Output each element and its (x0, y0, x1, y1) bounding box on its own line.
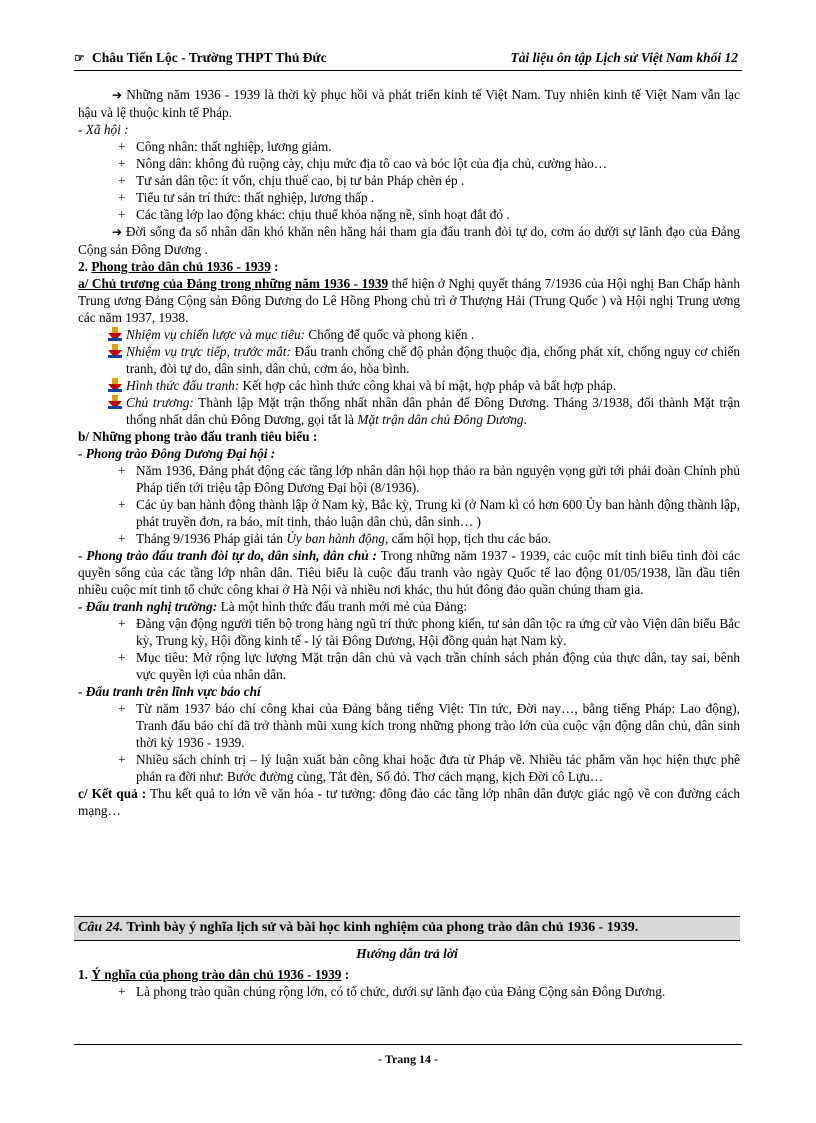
answer-guide-heading: Hướng dẫn trả lời (356, 946, 458, 961)
page-header (74, 48, 742, 71)
section-2b1-list (78, 462, 740, 547)
answer-content (78, 966, 740, 1000)
list-item: Chủ trương: Thành lập Mặt trận thống nhất nhân dân phản đế Đông Dương. Tháng 3/1938, đổi thành Mặt trận thống nhất dân chủ Đông Dương, gọi tắt là Mặt trận dân chủ Đông Dương. (78, 394, 740, 428)
list-item: Nhiệm vụ chiến lược và mục tiêu: Chống đế quốc và phong kiến . (78, 326, 740, 343)
section-2b3-paragraph: - Đấu tranh nghị trường: Là một hình thức đấu tranh mới mẻ của Đảng: (78, 599, 468, 614)
section-2b3-list (78, 615, 740, 683)
plus-icon: + (118, 173, 126, 188)
section-2c-paragraph: c/ Kết quả : Thu kết quả to lớn về văn hóa - tư tưởng: đông đảo các tầng lớp nhân dân được giác ngộ về con đường cách mạng… (78, 786, 741, 818)
list-item: + Từ năm 1937 báo chí công khai của Đảng bằng tiếng Việt: Tin tức, Đời nay…, bằng tiếng Pháp: Lao động), Tranh đấu báo chí đã trở thành mũi xung kích trong những phong trào lớn của cuộc vận động dân chủ, dân sinh thời kỳ 1936 - 1939. (118, 701, 740, 750)
section-2b4-heading: - Đấu tranh trên lĩnh vực báo chí (78, 684, 261, 699)
question-heading: Câu 24. Trình bày ý nghĩa lịch sử và bài học kinh nghiệm của phong trào dân chủ 1936 - 1939. (78, 920, 639, 935)
arrow-icon: ➔ (112, 88, 123, 102)
plus-icon: + (118, 984, 126, 999)
section-2b2-paragraph: - Phong trào đấu tranh đòi tự do, dân sinh, dân chủ : Trong những năm 1937 - 1939, các cuộc mít tinh biểu tình đòi các quyền sống của các tầng lớp nhân dân. Tiêu biểu là cuộc đấu tranh vào ngày Quốc tế lao động 01/05/1938, lần đầu tiên nhiều cuộc mít tinh tổ chức công khai ở Hà Nội và nhiều nơi khác, thu hút đông đảo quần chúng tham gia. (78, 548, 740, 597)
main-content (78, 86, 740, 819)
list-item: + Tháng 9/1936 Pháp giải tán Ủy ban hành động, cấm hội họp, tịch thu các báo. (118, 531, 552, 546)
plus-icon: + (118, 701, 126, 716)
list-item: + Là phong trào quần chúng rộng lớn, có tổ chức, dưới sự lãnh đạo của Đảng Cộng sản Đông Dương. (118, 984, 666, 999)
arrow-down-icon (108, 327, 122, 341)
arrow-down-icon (108, 378, 122, 392)
answer-1-list (78, 983, 740, 1000)
plus-icon: + (118, 156, 126, 171)
list-item: + Tiểu tư sản trí thức: thất nghiệp, lương thấp . (118, 190, 375, 205)
list-item: + Tư sản dân tộc: ít vốn, chịu thuế cao, bị tư bản Pháp chèn ép . (118, 173, 465, 188)
header-document-title: Tài liệu ôn tập Lịch sử Việt Nam khối 12 (510, 50, 738, 65)
list-item: + Công nhân: thất nghiệp, lương giảm. (118, 139, 332, 154)
arrow-down-icon (108, 395, 122, 409)
plus-icon: + (118, 616, 126, 631)
question-box (74, 916, 740, 941)
list-item: + Các ủy ban hành động thành lập ở Nam kỳ, Bắc kỳ, Trung kì (ở Nam kì có hơn 600 Ủy ban hành động thành lập, phát truyền đơn, ra báo, mít tinh, thảo luận dân chủ, dân sinh… ) (118, 497, 740, 529)
xa-hoi-list (78, 138, 740, 223)
list-item: + Nông dân: không đủ ruộng cày, chịu mức địa tô cao và bóc lột của địa chủ, cường hào… (118, 156, 608, 171)
list-item: + Năm 1936, Đảng phát động các tầng lớp nhân dân hội họp thảo ra bản nguyện vọng gửi tới phái đoàn Chính phủ Pháp tiến tới triệu tập Đông Dương Đại hội (8/1936). (118, 463, 740, 495)
plus-icon: + (118, 207, 126, 222)
arrow-down-icon (108, 344, 122, 358)
plus-icon: + (118, 650, 126, 665)
section-2b-heading: b/ Những phong trào đấu tranh tiêu biểu : (78, 429, 318, 444)
section-2a-paragraph: a/ Chủ trương của Đảng trong những năm 1936 - 1939 thể hiện ở Nghị quyết tháng 7/1936 của Hội nghị Ban Chấp hành Trung ương Đảng Cộng sản Đông Dương do Lê Hồng Phong chủ trì ở Thượng Hải (Trung Quốc ) và Hội nghị Trung ương các năm 1937, 1938. (78, 276, 741, 325)
plus-icon: + (118, 497, 126, 512)
section-2b1-heading: - Phong trào Đông Dương Đại hội : (78, 446, 276, 461)
footer-divider (74, 1044, 742, 1045)
intro-conclusion: ➔ Đời sống đa số nhân dân khó khăn nên hăng hái tham gia đấu tranh đòi tự do, cơm áo dưới sự lãnh đạo của Đảng Cộng sản Đông Dương . (78, 224, 741, 257)
page-number: - Trang 14 - (378, 1052, 438, 1066)
header-author: ☞ Châu Tiến Lộc - Trường THPT Thủ Đức (74, 50, 327, 65)
list-item: Nhiệm vụ trực tiếp, trước mắt: Đấu tranh chống chế độ phản động thuộc địa, chống phát xít, chống nguy cơ chiến tranh, đòi tự do, dân sinh, dân chủ, cơm áo, hòa bình. (78, 343, 740, 377)
plus-icon: + (118, 190, 126, 205)
arrow-icon: ➔ (112, 225, 123, 239)
section-2a-list (78, 326, 740, 428)
list-item: Hình thức đấu tranh: Kết hợp các hình thức công khai và bí mật, hợp pháp và bất hợp pháp. (78, 377, 740, 394)
list-item: + Nhiều sách chính trị – lý luận xuất bản công khai hoặc đưa từ Pháp về. Nhiều tác phẩm văn học hiện thực phê phán ra đời như: Bước đường cùng, Tắt đèn, Số đỏ. Thơ cách mạng, kịch Đời cô Lựu… (118, 752, 740, 784)
intro-paragraph: ➔ Những năm 1936 - 1939 là thời kỳ phục hồi và phát triển kinh tế Việt Nam. Tuy nhiên kinh tế Việt Nam vẫn lạc hậu và lệ thuộc kinh tế Pháp. (78, 87, 740, 120)
plus-icon: + (118, 752, 126, 767)
plus-icon: + (118, 139, 126, 154)
plus-icon: + (118, 531, 126, 546)
list-item: + Đảng vận động người tiến bộ trong hàng ngũ trí thức phong kiến, tư sản dân tộc ra ứng cử vào Viện dân biểu Bắc kỳ, Trung kỳ, Hội đồng kinh tế - lý tài Đông Dương, Hội đồng quản hạt Nam kỳ. (118, 616, 740, 648)
section-2b4-list (78, 700, 740, 785)
xa-hoi-label: - Xã hội : (78, 122, 129, 137)
hand-pointing-icon: ☞ (74, 51, 85, 65)
list-item: + Mục tiêu: Mở rộng lực lượng Mặt trận dân chủ và vạch trần chính sách phản động của thực dân, tay sai, bênh vực quyền lợi của nhân dân. (118, 650, 740, 682)
section-2-heading: 2. Phong trào dân chủ 1936 - 1939 : (78, 259, 279, 274)
list-item: + Các tầng lớp lao động khác: chịu thuế khóa nặng nề, sinh hoạt đắt đỏ . (118, 207, 510, 222)
answer-1-heading: 1. Ý nghĩa của phong trào dân chủ 1936 - 1939 : (78, 967, 350, 982)
plus-icon: + (118, 463, 126, 478)
